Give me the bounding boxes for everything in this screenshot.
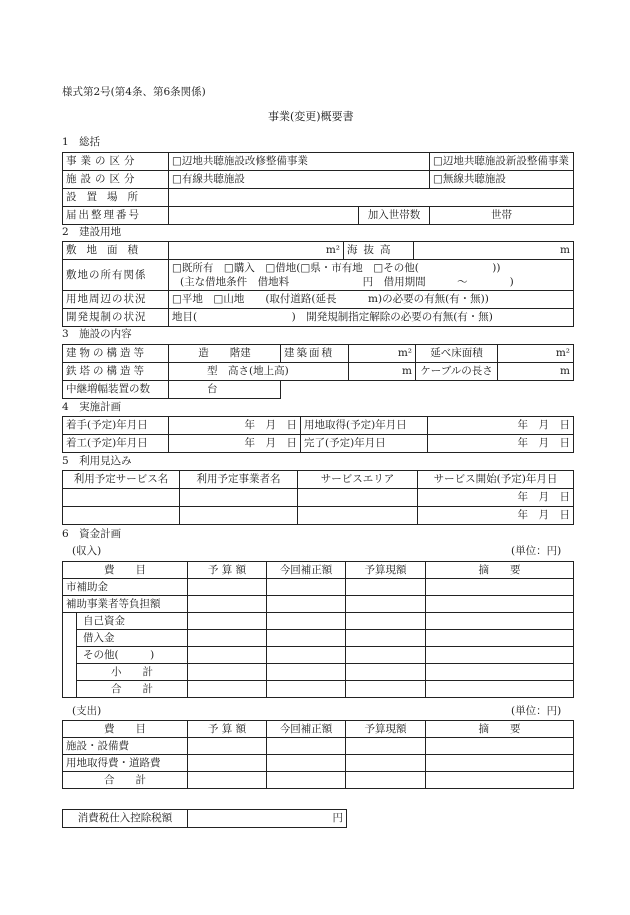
ownership-line-2: (主な借地条件 借地料 円 借用期間 ～ ) bbox=[180, 276, 514, 288]
provider-name-field[interactable] bbox=[180, 507, 298, 525]
income-table bbox=[62, 561, 574, 698]
col-supplement: 今回補正額 bbox=[267, 721, 346, 738]
row-own-funds: 自己資金 bbox=[77, 613, 188, 630]
tower-height-unit[interactable]: m bbox=[349, 363, 416, 381]
service-start-field[interactable]: 年 月 日 bbox=[418, 507, 574, 525]
col-item: 費 目 bbox=[63, 562, 188, 579]
section-5-heading: 5 利用見込み bbox=[62, 455, 132, 467]
start-date-field[interactable]: 年 月 日 bbox=[169, 417, 301, 435]
building-area-field[interactable]: m² bbox=[349, 345, 416, 363]
cable-length-label: ケーブルの長さ bbox=[416, 363, 498, 381]
col-service-area: サービスエリア bbox=[298, 471, 418, 489]
service-start-field[interactable]: 年 月 日 bbox=[418, 489, 574, 507]
row-operator-share: 補助事業者等負担額 bbox=[63, 596, 188, 613]
row-other: その他( ) bbox=[77, 647, 188, 664]
expense-label: (支出) bbox=[72, 705, 102, 717]
section-6-heading: 6 資金計画 bbox=[62, 528, 122, 540]
site-area-field[interactable]: m² bbox=[169, 242, 344, 260]
service-area-field[interactable] bbox=[298, 507, 418, 525]
floor-area-field[interactable]: m² bbox=[498, 345, 574, 363]
provider-name-field[interactable] bbox=[180, 489, 298, 507]
land-acquisition-field[interactable]: 年 月 日 bbox=[428, 417, 574, 435]
row-facility-cost: 施設・設備費 bbox=[63, 738, 188, 755]
col-provider-name: 利用予定事業者名 bbox=[180, 471, 298, 489]
row-subtotal: 小 計 bbox=[77, 664, 188, 681]
surroundings-label: 用地周辺の状況 bbox=[63, 291, 169, 309]
completion-label: 完了(予定)年月日 bbox=[301, 435, 428, 453]
building-area-label: 建築面積 bbox=[281, 345, 349, 363]
construction-start-label: 着工(予定)年月日 bbox=[63, 435, 169, 453]
business-category-label: 事業の区分 bbox=[63, 153, 169, 171]
col-remarks: 摘 要 bbox=[426, 721, 574, 738]
section-2-heading: 2 建設用地 bbox=[62, 226, 122, 238]
building-structure-field[interactable]: 造 階建 bbox=[169, 345, 281, 363]
development-regulation-label: 開発規制の状況 bbox=[63, 309, 169, 327]
service-area-field[interactable] bbox=[298, 489, 418, 507]
usage-table bbox=[62, 470, 574, 525]
checkbox-new-construction[interactable]: □辺地共聴施設新設整備事業 bbox=[430, 153, 574, 171]
land-acquisition-label: 用地取得(予定)年月日 bbox=[301, 417, 428, 435]
summary-table bbox=[62, 152, 574, 225]
location-field[interactable] bbox=[169, 189, 574, 207]
col-budget: 予 算 額 bbox=[188, 562, 267, 579]
altitude-field[interactable]: m bbox=[414, 242, 574, 260]
registration-number-label: 届出整理番号 bbox=[63, 207, 169, 225]
row-land-road-cost: 用地取得費・道路費 bbox=[63, 755, 188, 772]
row-expense-total: 合 計 bbox=[63, 772, 188, 789]
col-remarks: 摘 要 bbox=[426, 562, 574, 579]
altitude-label: 海抜高 bbox=[344, 242, 414, 260]
row-city-subsidy: 市補助金 bbox=[63, 579, 188, 596]
col-supplement: 今回補正額 bbox=[267, 562, 346, 579]
section-1-heading: 1 総括 bbox=[62, 136, 101, 148]
checkbox-renovation[interactable]: □辺地共聴施設改修整備事業 bbox=[169, 153, 430, 171]
checkbox-wired[interactable]: □有線共聴施設 bbox=[169, 171, 430, 189]
facility-table bbox=[62, 344, 574, 399]
registration-number-field[interactable] bbox=[169, 207, 359, 225]
site-table bbox=[62, 241, 574, 327]
row-income-total: 合 計 bbox=[77, 681, 188, 698]
tower-structure-field[interactable]: 型 高さ(地上高) bbox=[169, 363, 349, 381]
completion-field[interactable]: 年 月 日 bbox=[428, 435, 574, 453]
form-number: 様式第2号(第4条、第6条関係) bbox=[62, 86, 206, 98]
income-unit: (単位：円) bbox=[511, 545, 562, 557]
surroundings-options[interactable]: □平地 □山地 (取付道路(延長 m)の必要の有無(有・無)) bbox=[169, 291, 574, 309]
service-name-field[interactable] bbox=[63, 507, 180, 525]
tax-table bbox=[62, 809, 347, 828]
col-current-budget: 予算現額 bbox=[346, 721, 426, 738]
relay-amplifier-label: 中継増幅装置の数 bbox=[63, 381, 169, 399]
relay-amplifier-field[interactable]: 台 bbox=[169, 381, 281, 399]
ownership-line-1: □既所有 □購入 □借地(□県・市有地 □その他( )) bbox=[172, 262, 501, 274]
expense-unit: (単位：円) bbox=[511, 705, 562, 717]
construction-start-field[interactable]: 年 月 日 bbox=[169, 435, 301, 453]
site-area-label: 敷地面積 bbox=[63, 242, 169, 260]
income-label: (収入) bbox=[72, 545, 102, 557]
households-label: 加入世帯数 bbox=[359, 207, 430, 225]
start-date-label: 着手(予定)年月日 bbox=[63, 417, 169, 435]
col-item: 費 目 bbox=[63, 721, 188, 738]
ownership-label: 敷地の所有関係 bbox=[63, 260, 169, 291]
section-3-heading: 3 施設の内容 bbox=[62, 328, 132, 340]
cable-length-field[interactable]: m bbox=[498, 363, 574, 381]
households-unit[interactable]: 世帯 bbox=[430, 207, 574, 225]
tower-structure-label: 鉄塔の構造等 bbox=[63, 363, 169, 381]
development-regulation-field[interactable]: 地目( ) 開発規制指定解除の必要の有無(有・無) bbox=[169, 309, 574, 327]
building-structure-label: 建物の構造等 bbox=[63, 345, 169, 363]
col-service-start: サービス開始(予定)年月日 bbox=[418, 471, 574, 489]
floor-area-label: 延べ床面積 bbox=[416, 345, 498, 363]
section-4-heading: 4 実施計画 bbox=[62, 401, 122, 413]
tax-deduction-field[interactable]: 円 bbox=[188, 810, 347, 828]
ownership-options[interactable] bbox=[169, 260, 574, 291]
expense-table bbox=[62, 720, 574, 789]
col-current-budget: 予算現額 bbox=[346, 562, 426, 579]
col-service-name: 利用予定サービス名 bbox=[63, 471, 180, 489]
document-title: 事業(変更)概要書 bbox=[268, 110, 354, 123]
schedule-table bbox=[62, 416, 574, 453]
service-name-field[interactable] bbox=[63, 489, 180, 507]
col-budget: 予 算 額 bbox=[188, 721, 267, 738]
row-loans: 借入金 bbox=[77, 630, 188, 647]
tax-deduction-label: 消費税仕入控除税額 bbox=[63, 810, 188, 828]
facility-category-label: 施設の区分 bbox=[63, 171, 169, 189]
checkbox-wireless[interactable]: □無線共聴施設 bbox=[430, 171, 574, 189]
location-label: 設置場所 bbox=[63, 189, 169, 207]
